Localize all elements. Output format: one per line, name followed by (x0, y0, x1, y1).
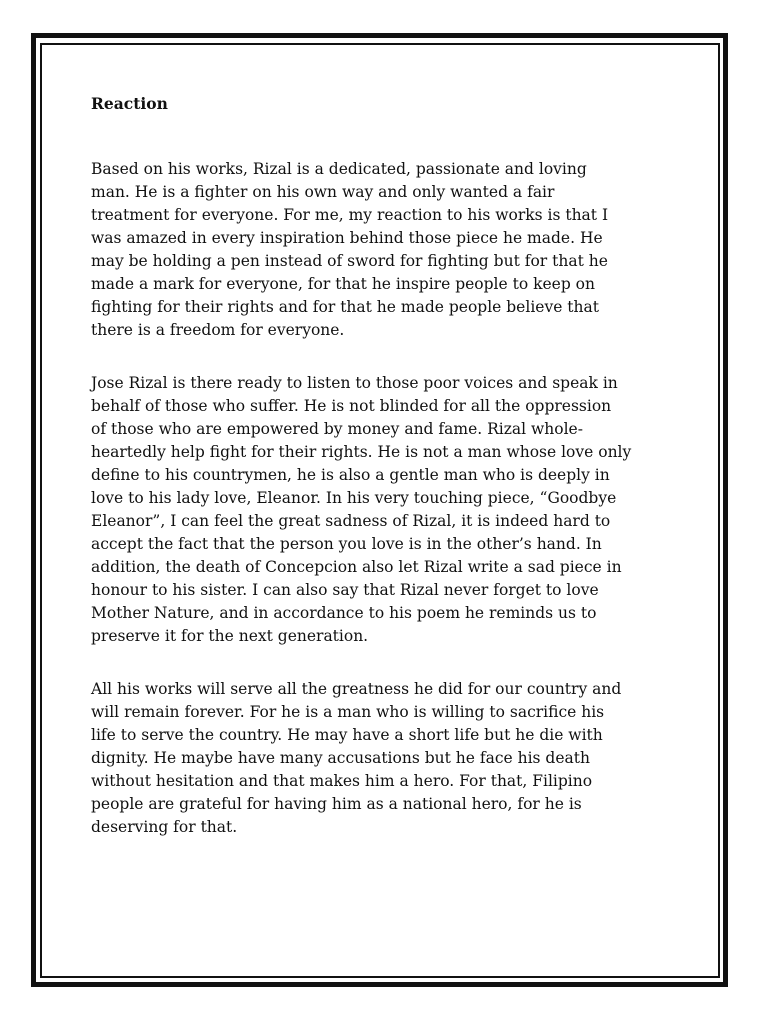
text-line: deserving for that. (91, 818, 238, 836)
text-line: Mother Nature, and in accordance to his poem he reminds us to (91, 604, 597, 622)
text-line: preserve it for the next generation. (91, 627, 369, 645)
text-line: fighting for their rights and for that he made people believe that (91, 298, 599, 316)
text-line: without hesitation and that makes him a hero. For that, Filipino (91, 772, 593, 790)
paragraph-2 (91, 372, 681, 648)
document-title: Reaction (91, 94, 168, 113)
text-line: accept the fact that the person you love is in the other’s hand. In (91, 535, 602, 553)
text-line: Based on his works, Rizal is a dedicated, passionate and loving (91, 160, 587, 178)
text-line: was amazed in every inspiration behind those piece he made. He (91, 229, 603, 247)
text-line: people are grateful for having him as a national hero, for he is (91, 795, 582, 813)
text-line: may be holding a pen instead of sword for fighting but for that he (91, 252, 608, 270)
text-line: will remain forever. For he is a man who is willing to sacrifice his (91, 703, 605, 721)
document-body (91, 93, 681, 839)
text-line: behalf of those who suffer. He is not blinded for all the oppression (91, 397, 612, 415)
text-line: heartedly help fight for their rights. He is not a man whose love only (91, 443, 632, 461)
text-line: addition, the death of Concepcion also let Rizal write a sad piece in (91, 558, 622, 576)
text-line: Eleanor”, I can feel the great sadness of Rizal, it is indeed hard to (91, 512, 611, 530)
text-line: made a mark for everyone, for that he inspire people to keep on (91, 275, 595, 293)
text-line: love to his lady love, Eleanor. In his very touching piece, “Goodbye (91, 489, 617, 507)
text-line: All his works will serve all the greatness he did for our country and (91, 680, 622, 698)
text-line: Jose Rizal is there ready to listen to those poor voices and speak in (91, 374, 618, 392)
text-line: honour to his sister. I can also say that Rizal never forget to love (91, 581, 599, 599)
text-line: there is a freedom for everyone. (91, 321, 345, 339)
text-line: treatment for everyone. For me, my reaction to his works is that I (91, 206, 609, 224)
text-line: of those who are empowered by money and fame. Rizal whole- (91, 420, 583, 438)
text-line: life to serve the country. He may have a short life but he die with (91, 726, 603, 744)
text-line: man. He is a fighter on his own way and only wanted a fair (91, 183, 555, 201)
text-line: dignity. He maybe have many accusations but he face his death (91, 749, 590, 767)
paragraph-1 (91, 158, 681, 342)
text-line: define to his countrymen, he is also a gentle man who is deeply in (91, 466, 610, 484)
paragraph-3 (91, 678, 681, 839)
